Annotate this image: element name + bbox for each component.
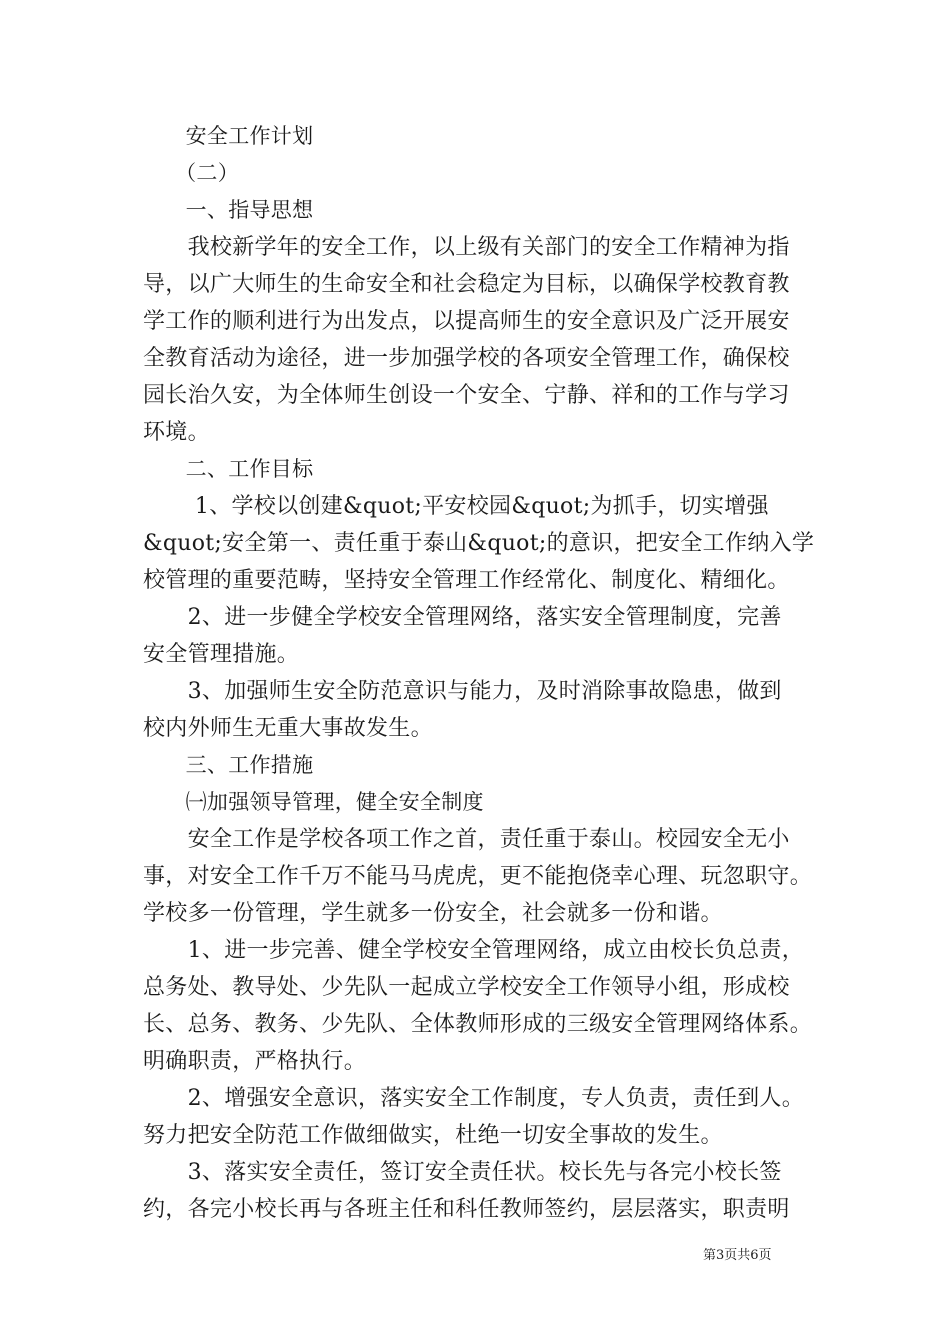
paragraph-line: 园长治久安，为全体师生创设一个安全、宁静、祥和的工作与学习 [143,383,790,408]
paragraph-line: 校内外师生无重大事故发生。 [143,716,433,741]
paragraph-line: 学校多一份管理，学生就多一份安全，社会就多一份和谐。 [143,901,723,926]
document-body [143,118,813,1228]
paragraph-line: 约，各完小校长再与各班主任和科任教师签约，层层落实，职责明 [143,1197,790,1222]
paragraph-line: 安全工作是学校各项工作之首，责任重于泰山。校园安全无小 [143,827,790,852]
paragraph-line: &quot;安全第一、责任重于泰山&quot;的意识，把安全工作纳入学 [143,531,815,556]
paragraph-line: 1、进一步完善、健全学校安全管理网络，成立由校长负总责， [143,938,804,963]
section-heading: 二、工作目标 [143,457,314,481]
paragraph-line: 3、落实安全责任，签订安全责任状。校长先与各完小校长签 [143,1160,782,1185]
section-heading: 一、指导思想 [143,198,314,222]
paragraph-line: 长、总务、教务、少先队、全体教师形成的三级安全管理网络体系。 [143,1012,813,1037]
paragraph-line: 1、学校以创建&quot;平安校园&quot;为抓手，切实增强 [143,494,769,519]
paragraph-line: 2、进一步健全学校安全管理网络，落实安全管理制度，完善 [143,605,782,630]
paragraph-line: 2、增强安全意识，落实安全工作制度，专人负责，责任到人。 [143,1086,804,1111]
paragraph-line: 事，对安全工作千万不能马马虎虎，更不能抱侥幸心理、玩忽职守。 [143,864,813,889]
paragraph-line: 环境。 [143,420,210,445]
paragraph-line: 校管理的重要范畴，坚持安全管理工作经常化、制度化、精细化。 [143,568,790,593]
paragraph-line: 全教育活动为途径，进一步加强学校的各项安全管理工作，确保校 [143,346,790,371]
paragraph-line: 学工作的顺利进行为出发点，以提高师生的安全意识及广泛开展安 [143,309,790,334]
paragraph-line: 明确职责，严格执行。 [143,1049,367,1074]
paragraph-line: 总务处、教导处、少先队一起成立学校安全工作领导小组，形成校 [143,975,790,1000]
subsection-heading: ㈠加强领导管理，健全安全制度 [143,790,484,814]
paragraph-line: 我校新学年的安全工作，以上级有关部门的安全工作精神为指 [143,235,790,260]
section-number: （二） [143,161,239,185]
section-heading: 三、工作措施 [143,753,314,777]
paragraph-line: 3、加强师生安全防范意识与能力，及时消除事故隐患，做到 [143,679,782,704]
page-number: 第3页共6页 [703,1248,772,1263]
paragraph-line: 安全管理措施。 [143,642,300,667]
paragraph-line: 努力把安全防范工作做细做实，杜绝一切安全事故的发生。 [143,1123,723,1148]
document-title: 安全工作计划 [143,124,314,148]
paragraph-line: 导，以广大师生的生命安全和社会稳定为目标，以确保学校教育教 [143,272,790,297]
